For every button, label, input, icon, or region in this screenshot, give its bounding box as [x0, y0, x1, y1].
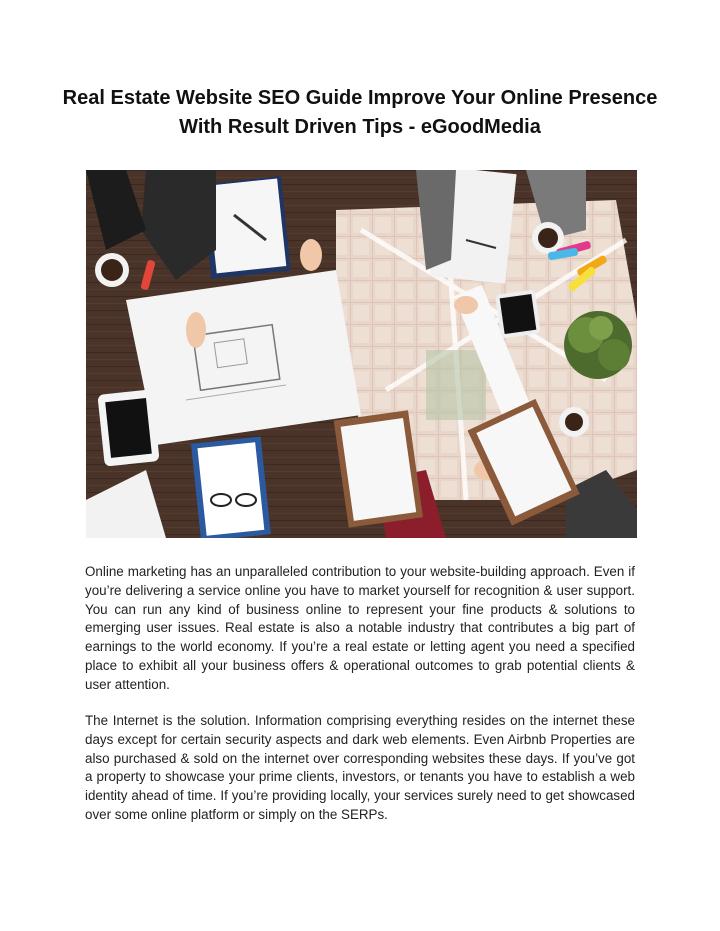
page-title: Real Estate Website SEO Guide Improve Your Online Presence With Result Driven Tips - eGoodMedia: [62, 87, 658, 138]
plant: [564, 311, 632, 379]
blueprint-sheet: [126, 270, 361, 445]
real-estate-meeting-photo-icon: [86, 170, 637, 538]
paragraph-intro: Online marketing has an unparalleled contribution to your website-building approach. Even if you’re delivering a service online you have to market yourself for recognition & user support. You can run any kind of business online to represent your fine products & solutions to emerging user issues. Real estate is also a notable industry that contributes a big part of earnings to the world economy. If you’re a real estate or letting agent you need a specified place to exhibit all your business offers & operational outcomes to grab potential clients & user attention.: [85, 564, 635, 692]
hero-image: [86, 170, 637, 538]
paragraph-internet: The Internet is the solution. Information comprising everything resides on the internet these days except for certain security aspects and dark web elements. Even Airbnb Properties are also purchased & sold on the internet over corresponding websites these days. If you’ve got a property to showcase your prime clients, investors, or tenants you have to establish a web identity ahead of time. If you’re providing locally, your services surely need to get showcased over some online platform or simply on the SERPs.: [85, 713, 635, 822]
